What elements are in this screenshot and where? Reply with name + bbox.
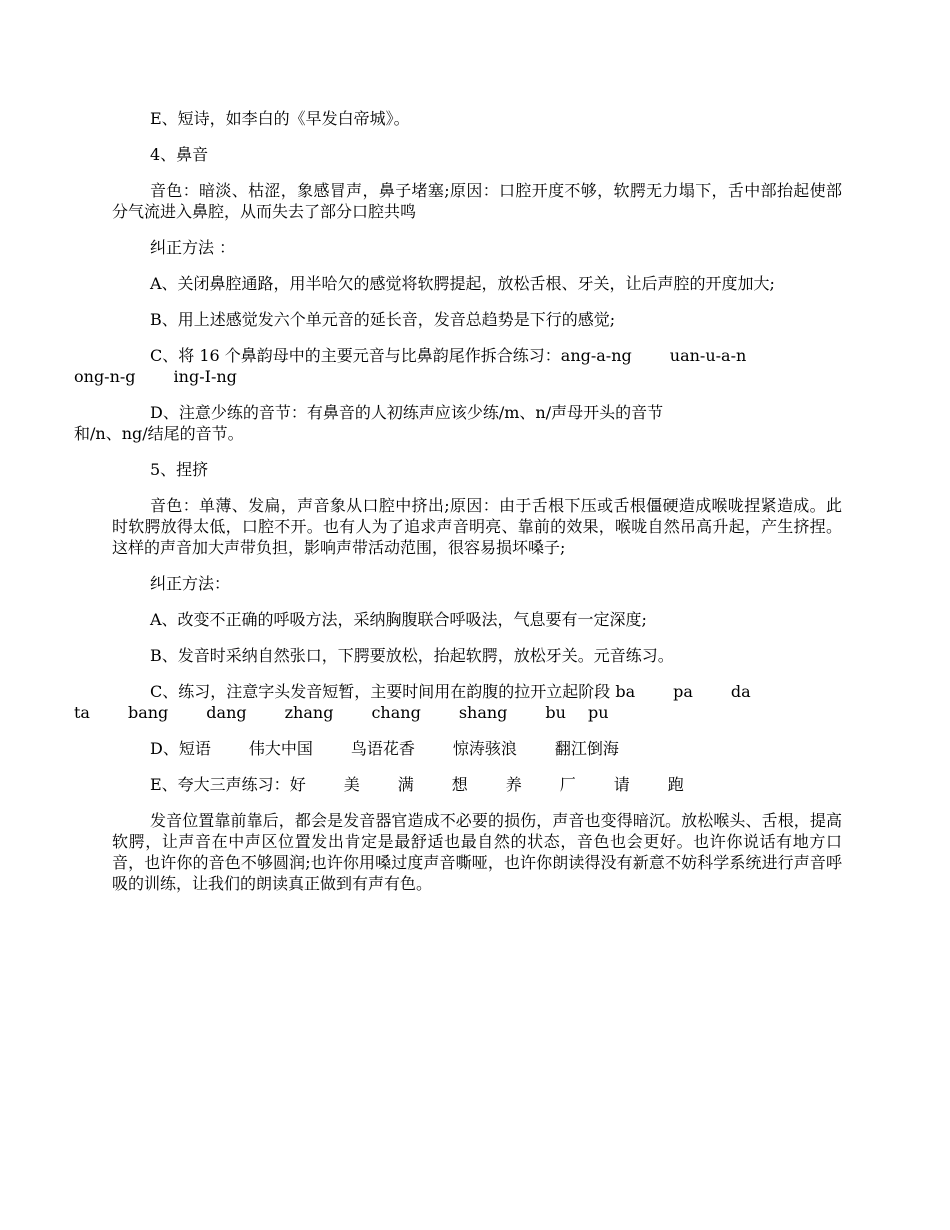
tone-word: 想: [451, 775, 468, 794]
syllable: dang: [206, 703, 247, 722]
tone-word: 养: [505, 775, 522, 794]
syllable: shang: [458, 703, 508, 722]
phrase: 翻江倒海: [554, 739, 619, 758]
paragraph-nasal-timbre: 音色：暗淡、枯涩，象感冒声，鼻子堵塞;原因：口腔开度不够，软腭无力塌下，舌中部抬起使部分气流进入鼻腔，从而失去了部分口腔共鸣: [112, 181, 842, 221]
syllable: bu: [545, 703, 566, 722]
syllable: pa: [673, 682, 693, 701]
paragraph-squeeze-b: B、发音时采纳自然张口，下腭要放松，抬起软腭，放松牙关。元音练习。: [150, 646, 674, 665]
squeeze-d-label: D、短语: [150, 739, 211, 758]
nasal-d-tail: 和/n、ng/结尾的音节。: [74, 424, 244, 443]
document-page: [74, 108, 842, 909]
paragraph-short-poem: E、短诗，如李白的《早发白帝城》。: [150, 109, 410, 128]
tone-word: 跑: [667, 775, 684, 794]
paragraph-nasal-d: [74, 402, 842, 444]
syllable: ta: [74, 703, 90, 722]
nasal-c-text: C、将 16 个鼻韵母中的主要元音与比鼻韵尾作拆合练习：ang-a-ng: [150, 346, 632, 365]
squeeze-e-label: E、夸大三声练习：: [150, 775, 290, 794]
squeeze-c-text: C、练习，注意字头发音短暂，主要时间用在韵腹的拉开立起阶段 ba: [150, 682, 636, 701]
tone-word: 满: [397, 775, 414, 794]
paragraph-squeeze-d: [112, 738, 842, 759]
phrase: 鸟语花香: [350, 739, 415, 758]
phrase: 惊涛骇浪: [452, 739, 517, 758]
heading-nasal-sound: 4、鼻音: [150, 145, 209, 164]
paragraph-nasal-a: A、关闭鼻腔通路，用半哈欠的感觉将软腭提起，放松舌根、牙关，让后声腔的开度加大;: [150, 274, 775, 293]
syllable: pu: [587, 703, 609, 722]
heading-squeeze: 5、捏挤: [150, 460, 209, 479]
nasal-drill-item: uan-u-a-n: [669, 346, 747, 365]
paragraph-nasal-b: B、用上述感觉发六个单元音的延长音，发音总趋势是下行的感觉;: [150, 310, 616, 329]
heading-correction-method-1: 纠正方法 ：: [150, 238, 236, 257]
syllable: zhang: [284, 703, 334, 722]
nasal-drill-item: ong-n-g: [74, 367, 136, 386]
paragraph-squeeze-a: A、改变不正确的呼吸方法，采纳胸腹联合呼吸法，气息要有一定深度;: [150, 610, 647, 629]
tone-word: 厂: [559, 775, 576, 794]
paragraph-nasal-c: [74, 345, 842, 387]
nasal-drill-item: ing-I-ng: [173, 367, 237, 386]
syllable: da: [730, 682, 751, 701]
syllable: bang: [127, 703, 169, 722]
tone-word: 美: [343, 775, 360, 794]
phrase: 伟大中国: [248, 739, 313, 758]
nasal-d-text: D、注意少练的音节：有鼻音的人初练声应该少练/m、n/声母开头的音节: [150, 403, 664, 422]
tone-word: 请: [613, 775, 630, 794]
tone-word: 好: [289, 775, 306, 794]
paragraph-squeeze-timbre: 音色：单薄、发扁，声音象从口腔中挤出;原因：由于舌根下压或舌根僵硬造成喉咙捏紧造成。此时软腭放得太低，口腔不开。也有人为了追求声音明亮、靠前的效果，喉咙自然吊高升起，产生挤捏。这样的声音加大声带负担，影响声带活动范围，很容易损坏嗓子;: [112, 496, 842, 557]
paragraph-squeeze-e: [112, 774, 842, 795]
paragraph-squeeze-c: [74, 681, 842, 723]
paragraph-conclusion: 发音位置靠前靠后，都会是发音器官造成不必要的损伤，声音也变得暗沉。放松喉头、舌根，提高软腭，让声音在中声区位置发出肯定是最舒适也最自然的状态，音色也会更好。也许你说话有地方口音，也许你的音色不够圆润;也许你用嗓过度声音嘶哑，也许你朗读得没有新意不妨科学系统进行声音呼吸的训练，让我们的朗读真正做到有声有色。: [112, 811, 842, 893]
syllable: chang: [371, 703, 421, 722]
heading-correction-method-2: 纠正方法：: [150, 574, 231, 593]
